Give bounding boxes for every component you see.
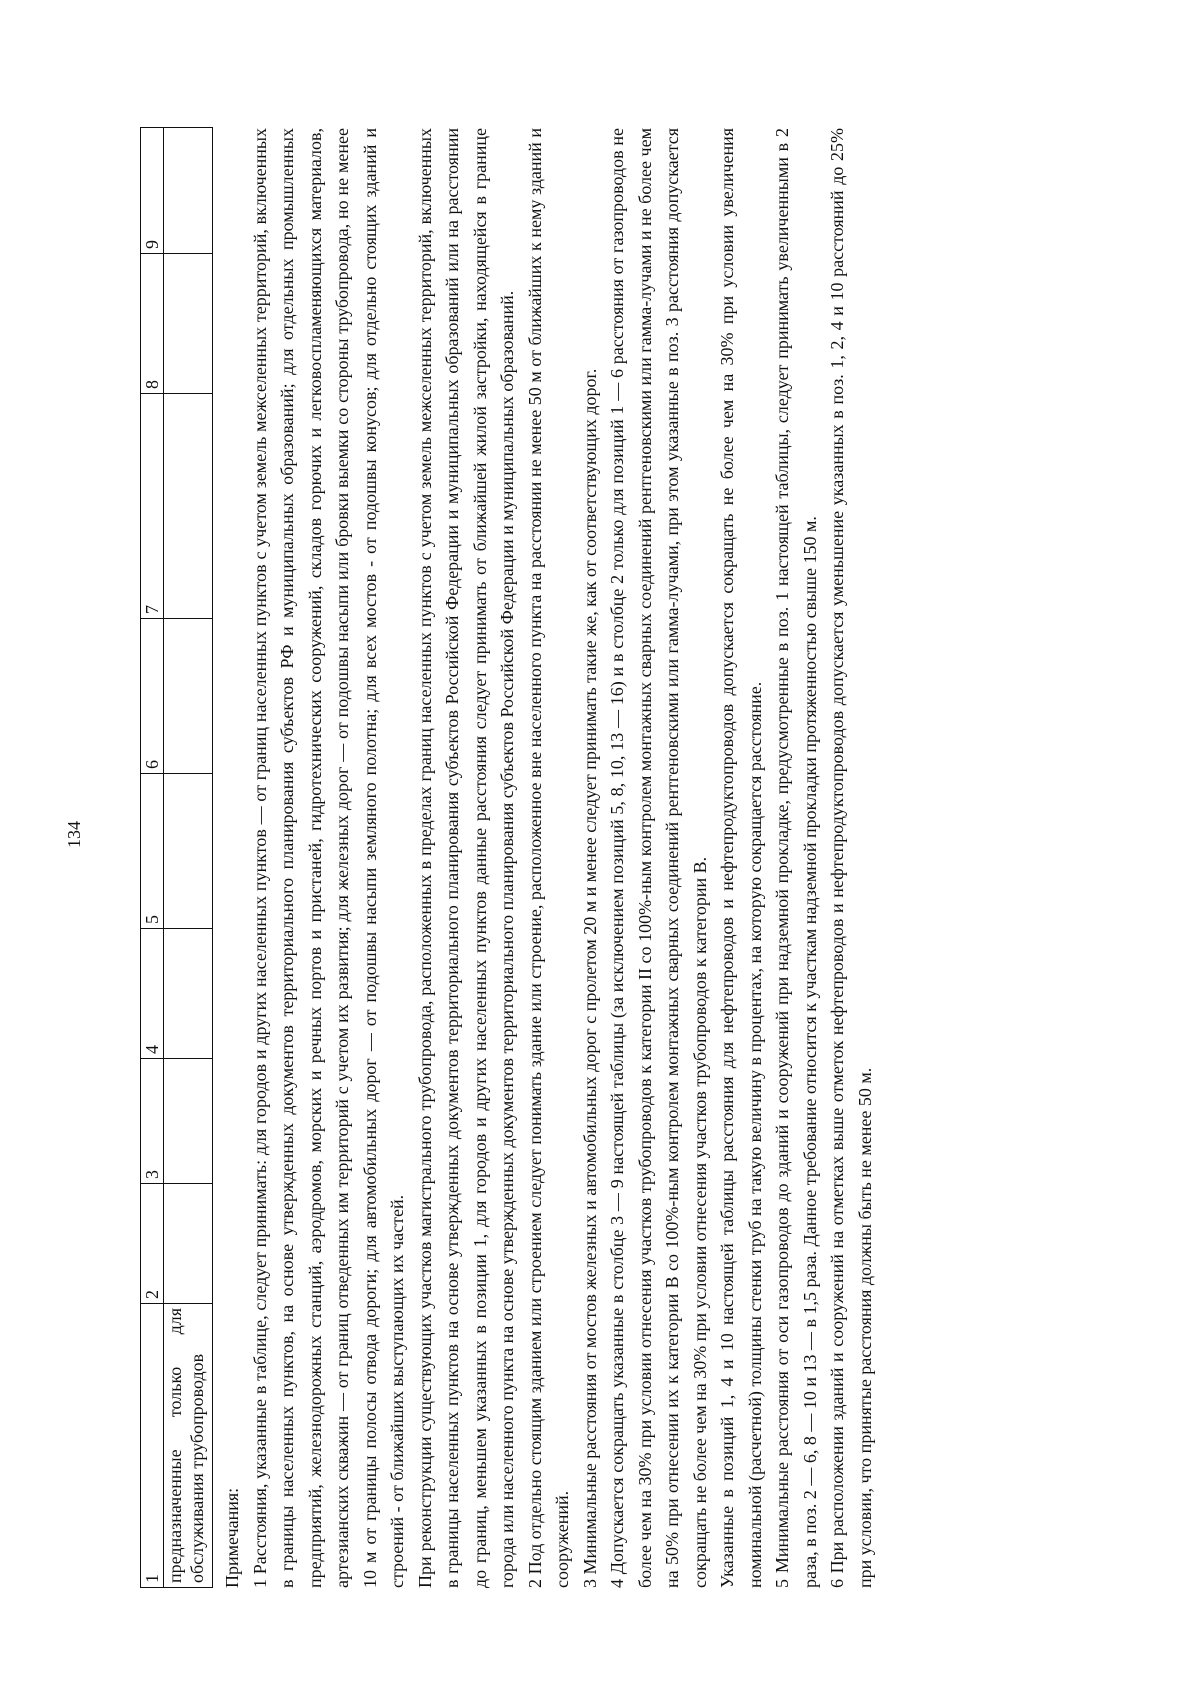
table-cell <box>164 128 213 254</box>
column-number-cell: 7 <box>141 394 164 619</box>
note-paragraph: При реконструкции существующих участков магистрального трубопровода, расположенных в пределах границ населенных пунктов с учетом земель межселенных территорий, включенных в границы населенных пунктов на основе утвержденных документов территориального планирования субъектов Российской Федерации и муниципальных образований или на расстоянии до границ, меньшем указанных в позиции 1, для городов и других населенных пунктов данные расстояния следует принимать от ближайшей жилой застройки, находящейся в границе города или населенного пункта на основе утвержденных документов территориального планирования субъектов Российской Федерации и муниципальных образований. <box>414 128 517 1588</box>
table-row <box>164 128 213 1588</box>
page-number: 134 <box>64 821 84 848</box>
table-cell <box>164 774 213 929</box>
table-cell <box>164 929 213 1059</box>
note-paragraph: 3 Минимальные расстояния от мостов железных и автомобильных дорог с пролетом 20 м и менее следует принимать такие же, как от соответствующих дорог. <box>579 368 600 1588</box>
column-number-cell: 9 <box>141 128 164 254</box>
column-number-cell: 2 <box>141 1184 164 1304</box>
table-cell <box>164 1059 213 1184</box>
table-cell <box>164 394 213 619</box>
note-paragraph: Указанные в позиций 1, 4 и 10 настоящей таблицы расстояния для нефтепроводов и нефтепродуктопроводов допускается сокращать не более чем на 30% при условии увеличения номинальной (расчетной) толщины стенки труб на такую величину в процентах, на которую сокращается расстояние. <box>717 128 765 1588</box>
note-paragraph: 6 При расположении зданий и сооружений на отметках выше отметок нефтепроводов и нефтепродуктопроводов допускается уменьшение указанных в поз. 1, 2, 4 и 10 расстояний до 25% при условии, что принятые расстояния должны быть не менее 50 м. <box>827 128 875 1588</box>
column-number-cell: 5 <box>141 774 164 929</box>
column-number-cell: 8 <box>141 254 164 394</box>
table-cell <box>164 619 213 774</box>
rotated-page-content <box>140 128 1090 1588</box>
column-number-row <box>141 128 164 1588</box>
notes-section <box>219 128 879 1588</box>
table-cell <box>164 254 213 394</box>
column-number-cell: 4 <box>141 929 164 1059</box>
distance-table-fragment <box>140 127 213 1588</box>
table-cell <box>164 1184 213 1304</box>
row-label-cell: предназначенные только для обслуживания трубопроводов <box>164 1304 213 1588</box>
note-paragraph: 1 Расстояния, указанные в таблице, следует принимать: для городов и других населенных пунктов — от границ населенных пунктов с учетом земель межселенных территорий, включенных в границы населенных пунктов, на основе утвержденных документов территориального планирования субъектов РФ и муниципальных образований; для отдельных промышленных предприятий, железнодорожных станций, аэродромов, морских и речных портов и пристаней, гидротехнических сооружений, складов горючих и легковоспламеняющихся материалов, артезианских скважин — от границ отведенных им территорий с учетом их развития; для железных дорог — от подошвы насыпи или бровки выемки со стороны трубопровода, но не менее 10 м от границы полосы отвода дороги; для автомобильных дорог — от подошвы насыпи земляного полотна; для всех мостов - от подошвы конусов; для отдельно стоящих зданий и строений - от ближайших выступающих их частей. <box>249 128 407 1588</box>
column-number-cell: 6 <box>141 619 164 774</box>
column-number-cell: 3 <box>141 1059 164 1184</box>
note-paragraph: 5 Минимальные расстояния от оси газопроводов до зданий и сооружений при надземной прокладке, предусмотренные в поз. 1 настоящей таблицы, следует принимать увеличенными в 2 раза, в поз. 2 — 6, 8 — 10 и 13 — в 1,5 раза. Данное требование относится к участкам надземной прокладки протяженностью свыше 150 м. <box>772 128 820 1588</box>
note-paragraph: 4 Допускается сокращать указанные в столбце 3 — 9 настоящей таблицы (за исключением позиций 5, 8, 10, 13 — 16) и в столбце 2 только для позиций 1 — 6 расстояния от газопроводов не более чем на 30% при условии отнесения участков трубопроводов к категории II со 100%-ным контролем монтажных сварных соединений рентгеновскими или гамма-лучами и не более чем на 50% при отнесении их к категории В со 100%-ным контролем монтажных сварных соединений рентгеновскими или гамма-лучами, при этом указанные в поз. 3 расстояния допускается сокращать не более чем на 30% при условии отнесения участков трубопроводов к категории В. <box>607 128 710 1588</box>
notes-heading: Примечания: <box>222 1487 242 1588</box>
note-paragraph: 2 Под отдельно стоящим зданием или строением следует понимать здание или строение, расположенное вне населенного пункта на расстоянии не менее 50 м от ближайших к нему зданий и сооружений. <box>524 128 572 1588</box>
column-number-cell: 1 <box>141 1304 164 1588</box>
